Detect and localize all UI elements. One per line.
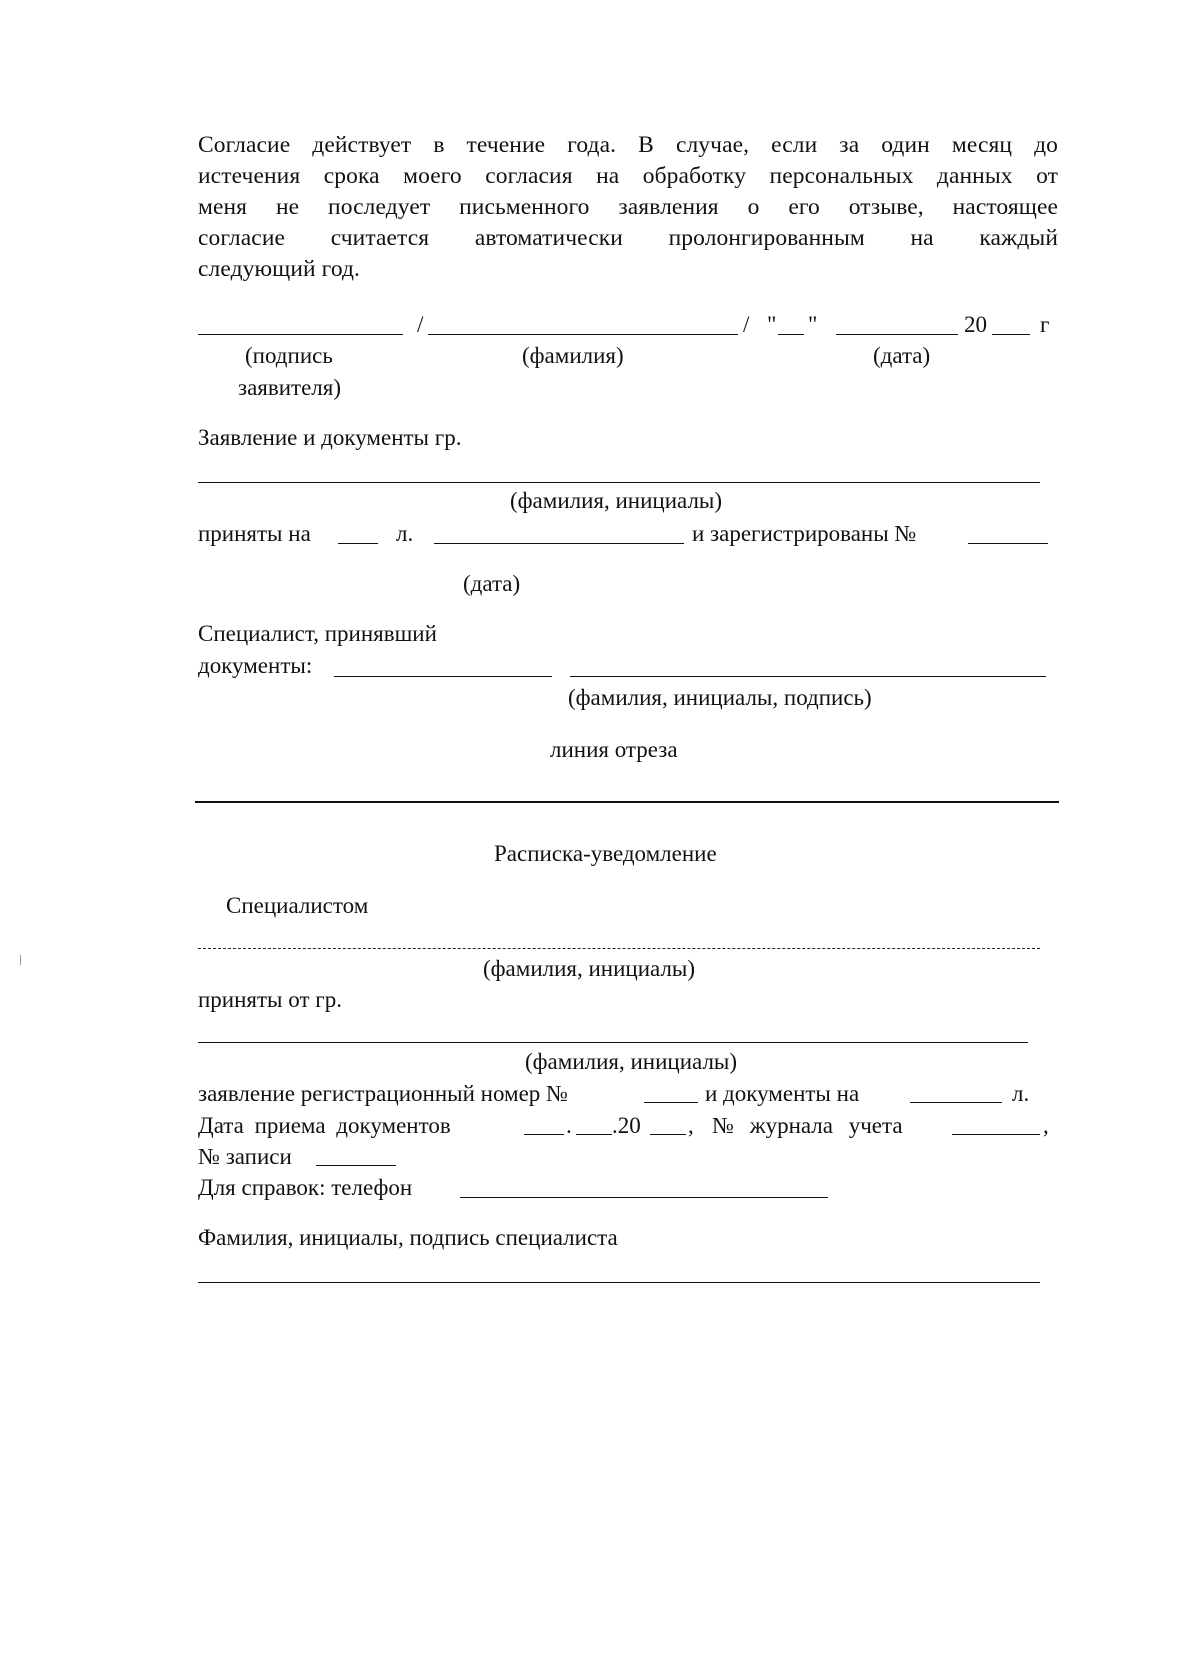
receipt-citizen-blank	[198, 1042, 1028, 1043]
label-date: (дата)	[873, 343, 931, 368]
cut-line	[195, 801, 1059, 803]
consent-line: согласие считается автоматически пролонгированным на каждый	[198, 225, 1058, 251]
docs-sheets-blank	[910, 1102, 1002, 1103]
date-year: .20	[612, 1113, 641, 1138]
reg-number-blank	[644, 1102, 698, 1103]
label-fio: (фамилия, инициалы)	[525, 1049, 738, 1074]
phone-blank	[460, 1197, 828, 1198]
label-date: (дата)	[463, 571, 521, 596]
journal-label: № журнала учета	[712, 1113, 903, 1138]
quote-close: "	[808, 312, 818, 337]
sheets-blank	[338, 543, 378, 544]
by-specialist: Специалистом	[226, 893, 369, 918]
registered-label: и зарегистрированы №	[692, 521, 917, 546]
specialist-sign-blank	[198, 1282, 1040, 1283]
day-blank	[778, 334, 804, 335]
consent-line: истечения срока моего согласия на обработку персональных данных от	[198, 163, 1058, 189]
specialist-sign-label: Фамилия, инициалы, подпись специалиста	[198, 1225, 618, 1250]
date-dot: .	[566, 1113, 572, 1138]
year-suffix: г	[1040, 312, 1050, 337]
label-fio-sign: (фамилия, инициалы, подпись)	[568, 685, 872, 710]
year-blank	[992, 334, 1030, 335]
receipt-specialist-blank	[198, 948, 1040, 949]
label-signature: (подпись	[245, 343, 333, 368]
accepted-from: приняты от гр.	[198, 987, 342, 1012]
date-label: Дата приема документов	[198, 1113, 451, 1138]
label-fio: (фамилия, инициалы)	[510, 488, 723, 513]
accepted-l: л.	[396, 521, 414, 546]
label-fio: (фамилия, инициалы)	[483, 956, 696, 981]
consent-line: следующий год.	[198, 256, 361, 282]
phone-label: Для справок: телефон	[198, 1175, 413, 1200]
journal-blank	[952, 1134, 1040, 1135]
journal-comma: ,	[1043, 1113, 1049, 1138]
scan-artifact	[20, 955, 21, 965]
specialist-label: Специалист, принявший	[198, 621, 437, 646]
slash-separator: /	[743, 312, 750, 337]
slash-separator: /	[417, 312, 424, 337]
docs-l: л.	[1012, 1081, 1030, 1106]
consent-line: меня не последует письменного заявления о его отзыве, настоящее	[198, 194, 1058, 220]
reg-number-label: заявление регистрационный номер №	[198, 1081, 568, 1106]
receipt-title: Расписка-уведомление	[494, 841, 717, 866]
quote-open: "	[767, 312, 777, 337]
fio-blank	[198, 482, 1040, 483]
month-blank	[836, 334, 958, 335]
label-signature: заявителя)	[238, 375, 342, 400]
reg-number-blank	[968, 543, 1048, 544]
date-comma: ,	[688, 1113, 694, 1138]
specialist-blank	[334, 676, 552, 677]
surname-blank	[428, 334, 738, 335]
date-month-blank	[576, 1134, 612, 1135]
consent-line: Согласие действует в течение года. В случае, если за один месяц до	[198, 132, 1058, 158]
year-prefix: 20	[964, 312, 987, 337]
date-year-blank	[650, 1134, 686, 1135]
label-surname: (фамилия)	[522, 343, 624, 368]
date-blank	[434, 543, 684, 544]
cut-line-label: линия отреза	[550, 737, 678, 762]
specialist-fio-blank	[570, 676, 1046, 677]
signature-blank	[198, 334, 403, 335]
registration-intro: Заявление и документы гр.	[198, 425, 462, 450]
accepted-prefix: приняты на	[198, 521, 311, 546]
date-day-blank	[524, 1134, 564, 1135]
consent-paragraph	[198, 130, 1058, 285]
specialist-label: документы:	[198, 653, 313, 678]
record-label: № записи	[198, 1144, 292, 1169]
record-blank	[316, 1165, 396, 1166]
docs-on-label: и документы на	[705, 1081, 860, 1106]
